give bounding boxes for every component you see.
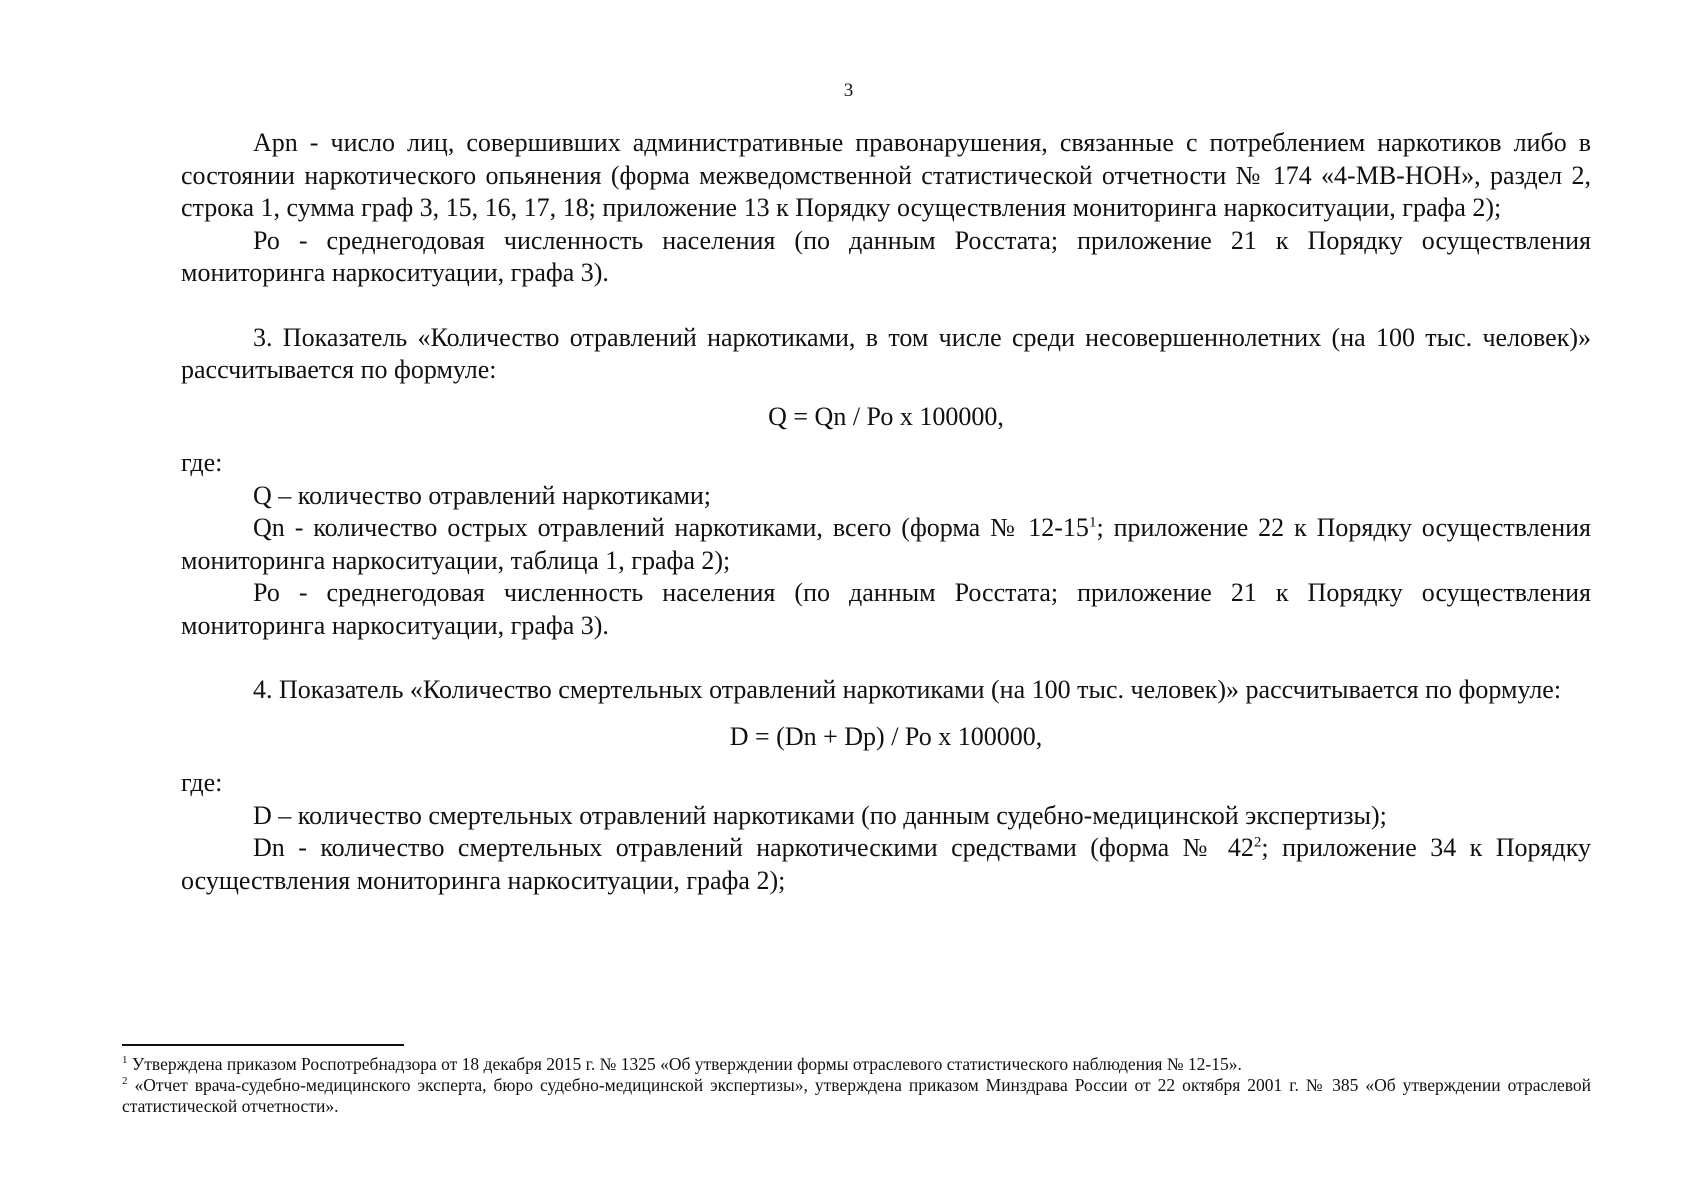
paragraph-po-definition-2: Ро - среднегодовая численность населения (по данным Росстата; приложение 21 к Порядку осуществления мониторинга наркоситуации, графа 3). — [181, 578, 1591, 640]
footnote-separator — [122, 1044, 404, 1046]
paragraph-item-4: 4. Показатель «Количество смертельных отравлений наркотиками (на 100 тыс. человек)» рассчитывается по формуле: — [253, 675, 1562, 704]
footnote-mark-1: 1 — [122, 1054, 128, 1067]
footnote-ref-1: 1 — [1088, 514, 1097, 531]
page-number: 3 — [843, 80, 854, 101]
document-body — [181, 127, 1591, 897]
dn-text-start: Dn - количество смертельных отравлений наркотическими средствами (форма № 42 — [253, 833, 1254, 862]
footnote-text-1: Утверждена приказом Роспотребнадзора от 18 декабря 2015 г. № 1325 «Об утверждении формы отраслевого статистического наблюдения № 12-15». — [127, 1054, 1242, 1074]
where-label: где: — [181, 448, 223, 477]
footnote-ref-2: 2 — [1253, 834, 1262, 851]
dn-text-end: ; приложение 34 к Порядку осуществления мониторинга наркоситуации, графа 2); — [181, 833, 1591, 895]
paragraph-apn-definition: Арn - число лиц, совершивших административные правонарушения, связанные с потреблением наркотиков либо в состоянии наркотического опьянения (форма межведомственной статистической отчетности № 174 «4-МВ-НОН», раздел 2, строка 1, сумма граф 3, 15, 16, 17, 18; приложение 13 к Порядку осуществления мониторинга наркоситуации, графа 2); — [181, 128, 1591, 222]
footnote-1 — [122, 1054, 1591, 1075]
qn-text-start: Qn - количество острых отравлений наркотиками, всего (форма № 12-15 — [253, 513, 1089, 542]
footnotes — [122, 1054, 1591, 1117]
paragraph-q-definition: Q – количество отравлений наркотиками; — [253, 480, 712, 510]
formula-q: Q = Qn / Ро х 100000, — [768, 401, 1004, 431]
footnote-2 — [122, 1075, 1591, 1117]
paragraph-d-definition: D – количество смертельных отравлений наркотиками (по данным судебно-медицинской экспертизы); — [253, 800, 1387, 830]
paragraph-po-definition: Ро - среднегодовая численность населения (по данным Росстата; приложение 21 к Порядку осуществления мониторинга наркоситуации, графа 3). — [181, 225, 1591, 287]
footnote-text-2: «Отчет врача-судебно-медицинского эксперта, бюро судебно-медицинской экспертизы», утверждена приказом Минздрава России от 22 октября 2001 г. № 385 «Об утверждении отраслевой статистической отчетности». — [122, 1075, 1591, 1116]
footnote-mark-2: 2 — [122, 1075, 128, 1088]
paragraph-item-3: 3. Показатель «Количество отравлений наркотиками, в том числе среди несовершеннолетних (на 100 тыс. человек)» рассчитывается по формуле: — [181, 322, 1591, 384]
where-label-2: где: — [181, 768, 223, 797]
paragraph-qn-definition — [181, 512, 1591, 577]
paragraph-dn-definition — [181, 832, 1591, 897]
qn-text-end: ; приложение 22 к Порядку осуществления мониторинга наркоситуации, таблица 1, графа 2); — [181, 513, 1591, 575]
formula-d: D = (Dn + Dp) / Ро х 100000, — [729, 721, 1043, 751]
